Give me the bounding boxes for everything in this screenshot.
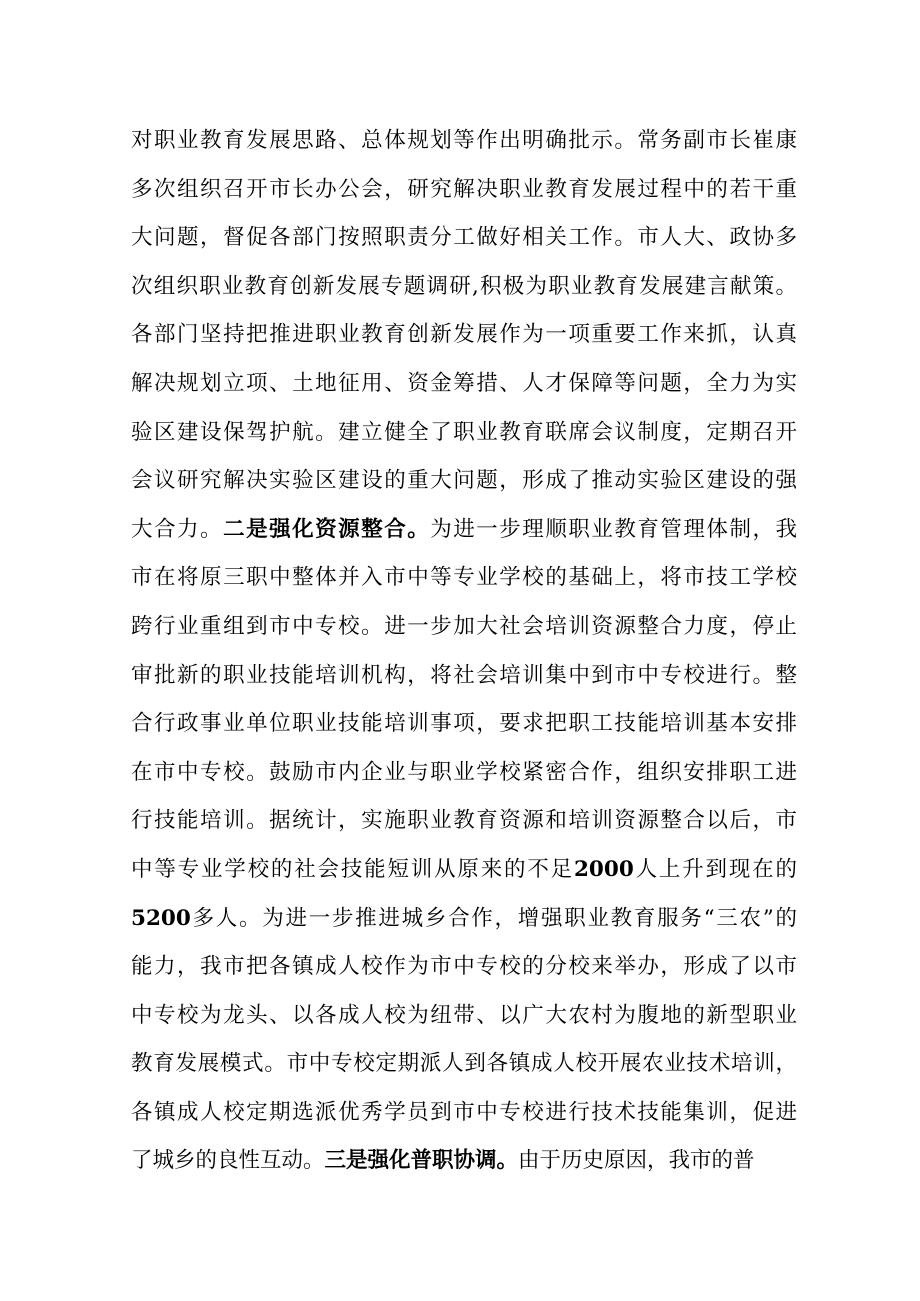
text-segment: 在市中专校。鼓励市内企业与职业学校紧密合作，组织安排职工进 [131, 759, 797, 785]
body-text [131, 117, 797, 1186]
text-line [131, 749, 797, 798]
text-line [131, 409, 797, 458]
text-line [131, 603, 797, 652]
text-segment: 跨行业重组到市中专校。进一步加大社会培训资源整合力度，停止 [131, 613, 797, 639]
text-segment: 各部门坚持把推进职业教育创新发展作为一项重要工作来抓，认真 [131, 322, 797, 348]
text-segment: 审批新的职业技能培训机构，将社会培训集中到市中专校进行。整 [131, 662, 797, 688]
text-line [131, 700, 797, 749]
text-line [131, 457, 797, 506]
text-line [131, 895, 797, 944]
text-segment: 多人。为进一步推进城乡合作，增强职业教育服务“三农”的 [190, 905, 797, 931]
bold-text-segment: 三是强化普职协调。 [324, 1148, 519, 1174]
bold-text-segment: 二是强化资源整合。 [223, 516, 431, 542]
text-line [131, 992, 797, 1041]
text-line [131, 846, 797, 895]
bold-text-segment: 5200 [131, 905, 191, 931]
text-line [131, 214, 797, 263]
text-segment: 对职业教育发展思路、总体规划等作出明确批示。常务副市长崔康 [131, 128, 797, 153]
text-line [131, 166, 797, 215]
text-line [131, 1040, 797, 1089]
text-segment: 行技能培训。据统计，实施职业教育资源和培训资源整合以后，市 [131, 808, 797, 834]
text-line [131, 360, 797, 409]
text-segment: 由于历史原因，我市的普 [518, 1148, 755, 1174]
text-segment: 验区建设保驾护航。建立健全了职业教育联席会议制度，定期召开 [131, 419, 797, 445]
text-segment: 大合力。 [131, 516, 224, 542]
text-line [131, 117, 797, 166]
text-line [131, 311, 797, 360]
text-segment: 各镇成人校定期选派优秀学员到市中专校进行技术技能集训，促进 [131, 1099, 797, 1125]
text-segment: 解决规划立项、土地征用、资金筹措、人才保障等问题，全力为实 [131, 370, 797, 396]
text-line [131, 554, 797, 603]
text-line [131, 506, 797, 555]
text-segment: 为进一步理顺职业教育管理体制，我 [430, 516, 797, 542]
text-line [131, 263, 797, 312]
text-line [131, 652, 797, 701]
text-line [131, 943, 797, 992]
text-line [131, 1089, 797, 1138]
text-segment: 中等专业学校的社会技能短训从原来的不足 [131, 856, 574, 882]
text-segment: 中专校为龙头、以各成人校为纽带、以广大农村为腹地的新型职业 [131, 1002, 797, 1028]
text-segment: 人上升到现在的 [633, 856, 797, 882]
text-segment: 大问题，督促各部门按照职责分工做好相关工作。市人大、政协多 [131, 225, 797, 251]
text-line [131, 1137, 797, 1186]
bold-text-segment: 2000 [573, 856, 634, 882]
text-segment: 合行政事业单位职业技能培训事项，要求把职工技能培训基本安排 [131, 711, 797, 737]
text-segment: 教育发展模式。市中专校定期派人到各镇成人校开展农业技术培训， [131, 1051, 797, 1077]
text-segment: 能力，我市把各镇成人校作为市中专校的分校来举办，形成了以市 [131, 954, 797, 980]
text-line [131, 797, 797, 846]
text-segment: 会议研究解决实验区建设的重大问题，形成了推动实验区建设的强 [131, 468, 797, 494]
text-segment: 次组织职业教育创新发展专题调研,积极为职业教育发展建言献策。 [131, 273, 797, 299]
text-segment: 多次组织召开市长办公会，研究解决职业教育发展过程中的若干重 [131, 176, 797, 202]
text-segment: 市在将原三职中整体并入市中等专业学校的基础上，将市技工学校 [131, 565, 797, 591]
text-segment: 了城乡的良性互动。 [131, 1148, 325, 1174]
